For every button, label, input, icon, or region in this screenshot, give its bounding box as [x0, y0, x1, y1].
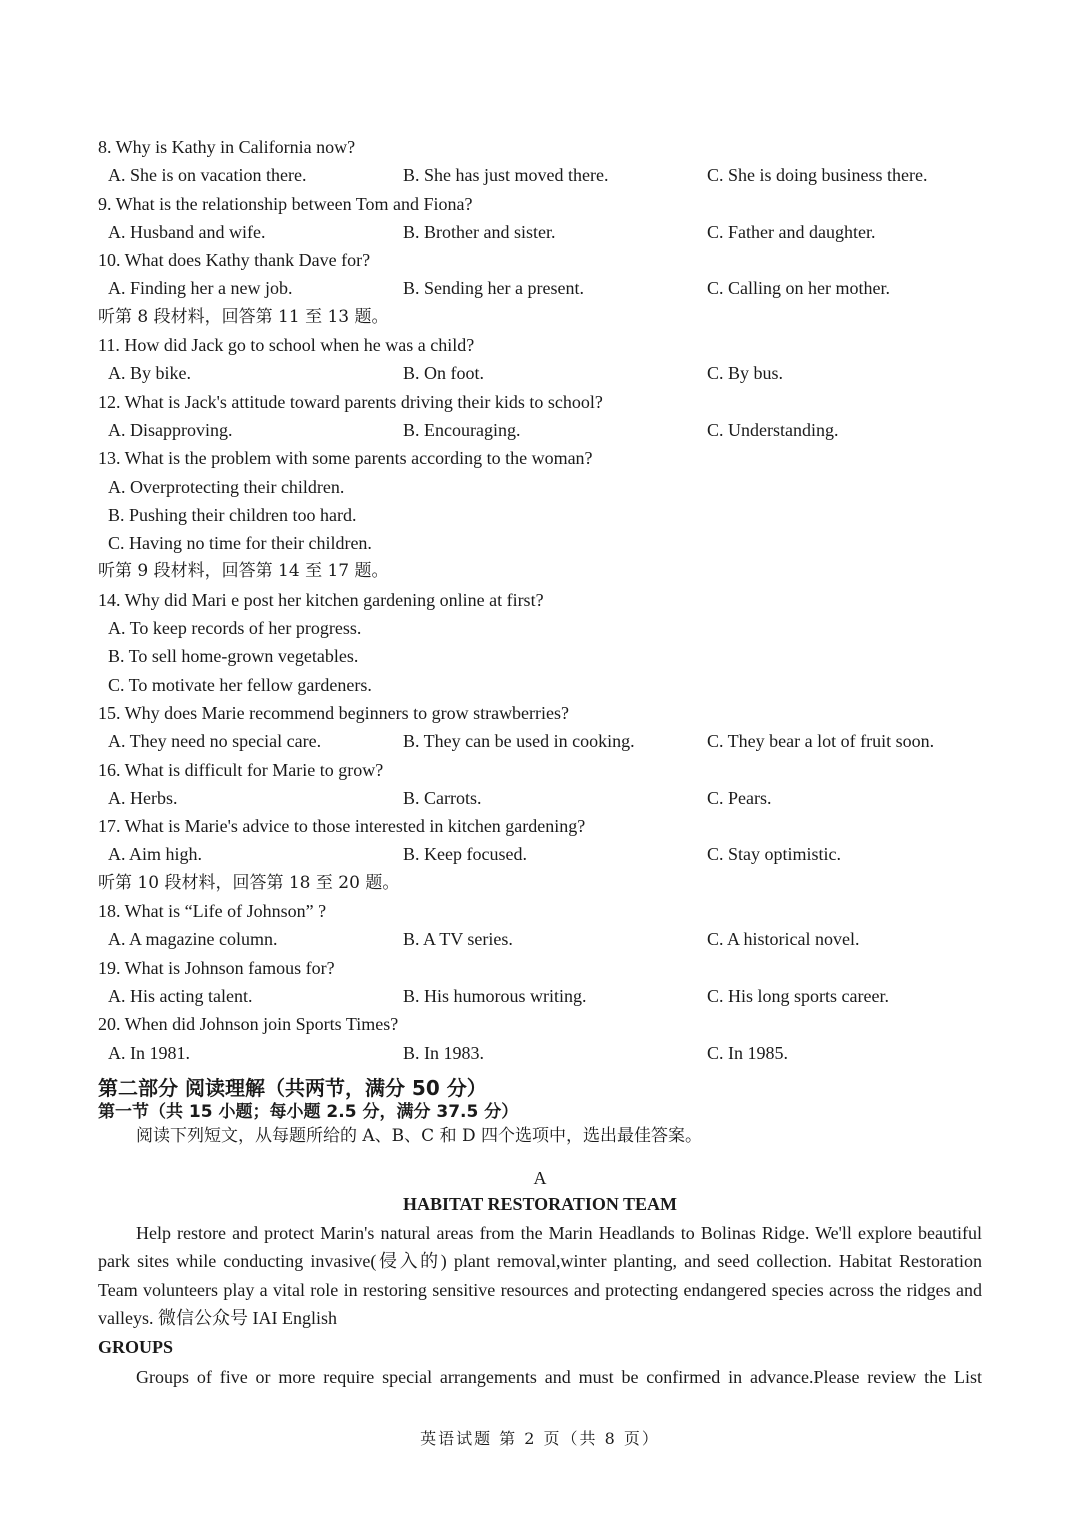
passage-letter: A [533, 1167, 547, 1188]
question-8: 8. Why is Kathy in California now? [98, 137, 356, 157]
option-c: C. Understanding. [707, 419, 839, 440]
options-8 [98, 161, 982, 189]
options-12 [98, 416, 982, 444]
option-c: C. They bear a lot of fruit soon. [707, 731, 935, 752]
option-c: C. Stay optimistic. [707, 844, 842, 865]
option-b: B. In 1983. [403, 1042, 484, 1063]
option-b: B. On foot. [403, 363, 484, 384]
option-c: C. Pears. [707, 787, 772, 808]
option-a: A. His acting talent. [108, 985, 253, 1006]
option-b: B. Encouraging. [403, 419, 521, 440]
options-18 [98, 925, 982, 953]
question-13: 13. What is the problem with some parents according to the woman? [98, 448, 593, 469]
option-a: A. She is on vacation there. [108, 165, 307, 186]
option-b: B. Brother and sister. [403, 221, 556, 242]
question-14: 14. Why did Mari e post her kitchen gardening online at first? [98, 589, 544, 610]
options-19 [98, 982, 982, 1010]
option-a: A. Finding her a new job. [108, 278, 293, 299]
option-c: C. Calling on her mother. [707, 278, 890, 299]
question-18: 18. What is “Life of Johnson” ? [98, 901, 327, 922]
option-c: C. In 1985. [707, 1042, 788, 1063]
option-b: B. Sending her a present. [403, 278, 584, 299]
groups-paragraph: Groups of five or more require special arrangements and must be confirmed in advance.Please review the List [136, 1366, 982, 1387]
options-16 [98, 784, 982, 812]
part-2-title: 第二部分 阅读理解（共两节，满分 50 分） [98, 1075, 487, 1100]
option-b: B. His humorous writing. [403, 985, 587, 1006]
option-a: A. Aim high. [108, 844, 203, 865]
options-17 [98, 840, 982, 868]
option-c: C. She is doing business there. [707, 165, 928, 186]
passage-title: HABITAT RESTORATION TEAM [402, 1193, 678, 1214]
option-a: A. Disapproving. [108, 419, 233, 440]
option-c: C. Father and daughter. [707, 221, 876, 242]
question-20: 20. When did Johnson join Sports Times? [98, 1014, 399, 1035]
section-8-instruction: 听第 8 段材料，回答第 11 至 13 题。 [98, 306, 389, 327]
question-10: 10. What does Kathy thank Dave for? [98, 250, 371, 271]
question-16: 16. What is difficult for Marie to grow? [98, 759, 384, 780]
option-a: A. They need no special care. [108, 731, 322, 752]
section-1-title: 第一节（共 15 小题；每小题 2.5 分，满分 37.5 分） [98, 1101, 519, 1122]
option-c: C. To motivate her fellow gardeners. [108, 674, 372, 695]
option-a: A. To keep records of her progress. [108, 618, 362, 639]
option-c: C. By bus. [707, 363, 784, 384]
reading-instruction: 阅读下列短文，从每题所给的 A、B、C 和 D 四个选项中，选出最佳答案。 [136, 1125, 703, 1146]
option-c: C. His long sports career. [707, 985, 889, 1006]
option-a: A. A magazine column. [108, 929, 278, 950]
option-c: C. A historical novel. [707, 929, 860, 950]
page-footer: 英语试题 第 2 页（共 8 页） [420, 1429, 660, 1448]
option-a: A. By bike. [108, 363, 191, 384]
option-a: A. Husband and wife. [108, 221, 266, 242]
options-20 [98, 1039, 982, 1067]
option-b: B. They can be used in cooking. [403, 731, 635, 752]
options-10 [98, 274, 982, 302]
option-b: B. A TV series. [403, 929, 513, 950]
exam-page [98, 133, 982, 1391]
groups-heading: GROUPS [98, 1336, 174, 1357]
option-b: B. To sell home-grown vegetables. [108, 646, 359, 667]
section-10-instruction: 听第 10 段材料，回答第 18 至 20 题。 [98, 872, 400, 893]
options-15 [98, 727, 982, 755]
question-15: 15. Why does Marie recommend beginners to grow strawberries? [98, 702, 570, 723]
question-9: 9. What is the relationship between Tom and Fiona? [98, 193, 473, 214]
option-c: C. Having no time for their children. [108, 533, 372, 554]
option-b: B. Pushing their children too hard. [108, 504, 357, 525]
option-a: A. Herbs. [108, 787, 178, 808]
option-a: A. Overprotecting their children. [108, 476, 345, 497]
question-12: 12. What is Jack's attitude toward parents driving their kids to school? [98, 391, 603, 412]
question-11: 11. How did Jack go to school when he was a child? [98, 335, 475, 356]
passage-paragraph: Help restore and protect Marin's natural areas from the Marin Headlands to Bolinas Ridge. We'll explore beautiful park sites while conducting invasive(侵入的) plant removal,winter planting, and seed collection. Habitat Restoration Team volunteers play a vital role in restoring sensitive resources and protecting endangered species across the ridges and valleys. 微信公众号 IAI English [98, 1222, 982, 1329]
option-a: A. In 1981. [108, 1042, 190, 1063]
option-b: B. Keep focused. [403, 844, 527, 865]
option-b: B. She has just moved there. [403, 165, 609, 186]
option-b: B. Carrots. [403, 787, 482, 808]
options-9 [98, 218, 982, 246]
question-17: 17. What is Marie's advice to those interested in kitchen gardening? [98, 816, 586, 837]
question-19: 19. What is Johnson famous for? [98, 957, 335, 978]
section-9-instruction: 听第 9 段材料，回答第 14 至 17 题。 [98, 561, 389, 582]
options-11 [98, 359, 982, 387]
